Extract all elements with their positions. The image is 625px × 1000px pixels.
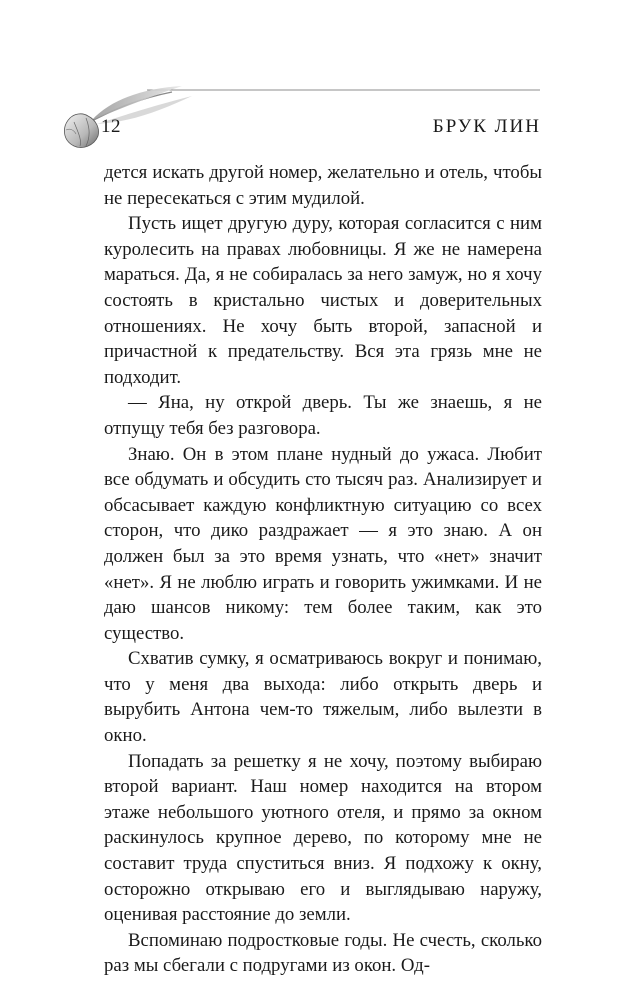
paragraph: Знаю. Он в этом плане нудный до ужаса. Любит все обдумать и обсудить сто тысяч раз. Анализирует и обсасывает каждую конфликтную ситуацию со всех сторон, что дико раздражает — я это знаю. А он должен был за это время узнать, что «нет» значит «нет». Я не люблю играть и говорить ужимками. И не даю шансов никому: тем более таким, как это существо. xyxy=(104,443,542,644)
paragraph: Вспоминаю подростковые годы. Не счесть, сколько раз мы сбегали с подругами из окон. Од- xyxy=(104,929,542,977)
body-text xyxy=(104,160,542,979)
running-head-author: БРУК ЛИН xyxy=(432,116,541,137)
paragraph: дется искать другой номер, желательно и отель, чтобы не пересекаться с этим мудилой. xyxy=(104,162,542,209)
paragraph: Попадать за решетку я не хочу, поэтому выбираю второй вариант. Наш номер находится на втором этаже небольшого уютного отеля, и прямо за окном раскинулось крупное дерево, по которому мне не составит труда спуститься вниз. Я подхожу к окну, осторожно открываю его и выглядываю наружу, оценивая расстояние до земли. xyxy=(104,750,542,926)
page-header xyxy=(0,0,625,150)
paragraph: — Яна, ну открой дверь. Ты же знаешь, я не отпущу тебя без разговора. xyxy=(104,392,542,439)
page-number: 12 xyxy=(101,116,121,137)
paragraph: Схватив сумку, я осматриваюсь вокруг и понимаю, что у меня два выхода: либо открыть дверь и вырубить Антона чем-то тяжелым, либо вылезти в окно. xyxy=(104,648,542,747)
paragraph: Пусть ищет другую дуру, которая согласится с ним куролесить на правах любовницы. Я же не намерена мараться. Да, я не собиралась за него замуж, но я хочу состоять в кристально чистых и доверительных отношениях. Не хочу быть второй, запасной и причастной к предательству. Вся эта грязь мне не подходит. xyxy=(104,213,542,388)
